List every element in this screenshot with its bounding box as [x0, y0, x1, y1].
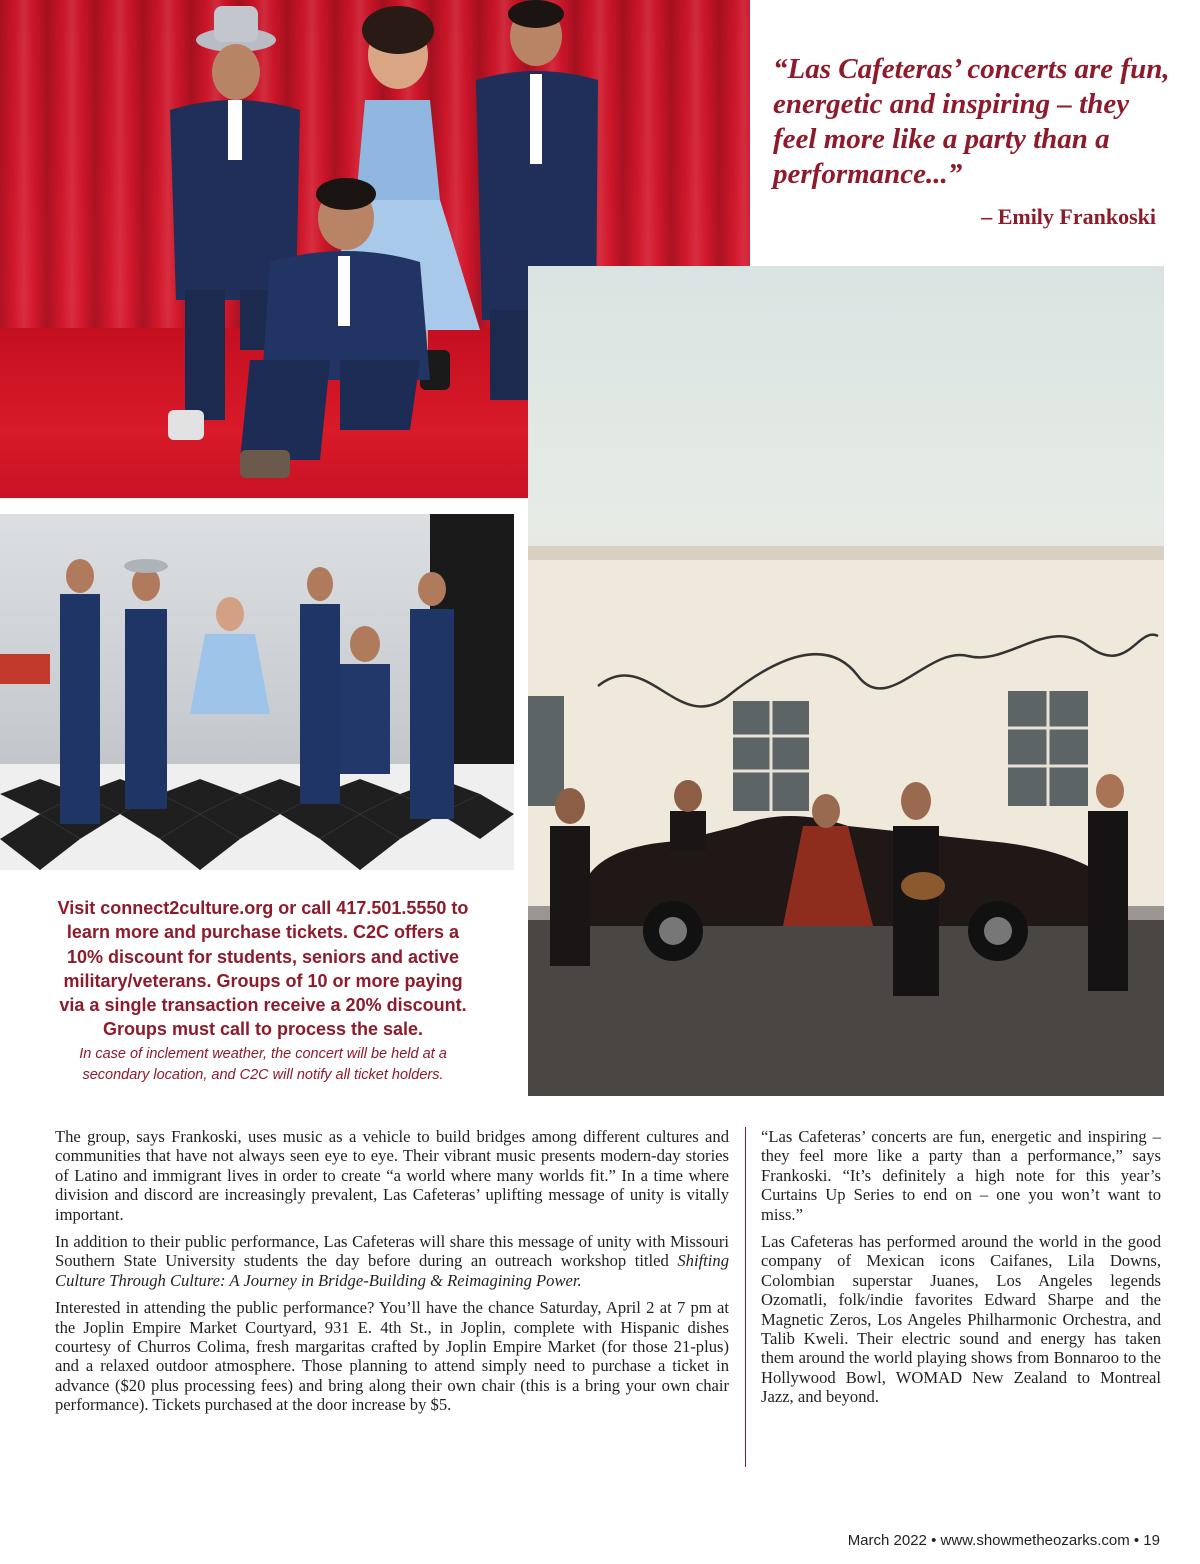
ticket-info-text: Visit connect2culture.org or call 417.501.5550 to learn more and purchase tickets. C2C offers a 10% discount for students, seniors and active military/veterans. Groups of 10 or more paying via a single transaction receive a 20% discount. Groups must call to process the sale.: [57, 898, 469, 1040]
band-car-photo: [528, 266, 1164, 1096]
article-paragraph: [55, 1232, 729, 1290]
street: [528, 916, 1164, 1096]
article-paragraph: Las Cafeteras has performed around the world in the good company of Mexican icons Caifanes, Lila Downs, Colombian superstar Juanes, Los Angeles legends Ozomatli, folk/indie favorites Edward Sharpe and the Magnetic Zeros, Los Angeles Philharmonic Orchestra, and Talib Kweli. Their electric sound and energy has taken them around the world playing shows from Bonnaroo to the Hollywood Bowl, WOMAD New Zealand to Montreal Jazz, and beyond.: [761, 1232, 1161, 1407]
studio-scene: [0, 514, 514, 870]
quote-attribution: – Emily Frankoski: [981, 204, 1156, 229]
band-studio-photo: [0, 514, 514, 870]
pull-quote: “Las Cafeteras’ concerts are fun, energetic and inspiring – they feel more like a party than a performance...”: [773, 53, 1170, 190]
column-divider: [745, 1127, 746, 1467]
article-paragraph: “Las Cafeteras’ concerts are fun, energetic and inspiring – they feel more like a party than a performance,” says Frankoski. “It’s definitely a high note for this year’s Curtains Up Series to end on – one you won’t want to miss.”: [761, 1127, 1161, 1224]
workshop-title: Shifting Culture Through Culture: A Journey in Bridge-Building & Reimagining Power.: [55, 1251, 729, 1290]
page-folio: March 2022 • www.showmetheozarks.com • 19: [847, 1532, 1160, 1549]
car-scene: [528, 266, 1164, 1096]
keyboard-instrument: [0, 654, 50, 684]
article-paragraph-text: In addition to their public performance, Las Cafeteras will share this message of unity with Missouri Southern State University students the day before during an outreach workshop titled: [55, 1232, 729, 1271]
article-right-column: [761, 1127, 1161, 1415]
weather-note: In case of inclement weather, the concert will be held at a secondary location, and C2C will notify all ticket holders.: [79, 1046, 447, 1083]
article-paragraph: The group, says Frankoski, uses music as a vehicle to build bridges among different cultures and communities that have not always seen eye to eye. Their vibrant music presents modern-day stories of Latino and immigrant lives in order to create “a world where many worlds fit.” In a time where division and discord are increasingly prevalent, Las Cafeteras’ uplifting message of unity is vitally important.: [55, 1127, 729, 1224]
article-paragraph: Interested in attending the public performance? You’ll have the chance Saturday, April 2 at 7 pm at the Joplin Empire Market Courtyard, 931 E. 4th St., in Joplin, complete with Hispanic dishes courtesy of Churros Colima, fresh margaritas crafted by Joplin Empire Market (for those 21-plus) and a relaxed outdoor atmosphere. Those planning to attend simply need to purchase a ticket in advance ($20 plus processing fees) and bring along their own chair (this is a bring your own chair performance). Tickets purchased at the door increase by $5.: [55, 1298, 729, 1415]
article-left-column: [55, 1127, 729, 1423]
